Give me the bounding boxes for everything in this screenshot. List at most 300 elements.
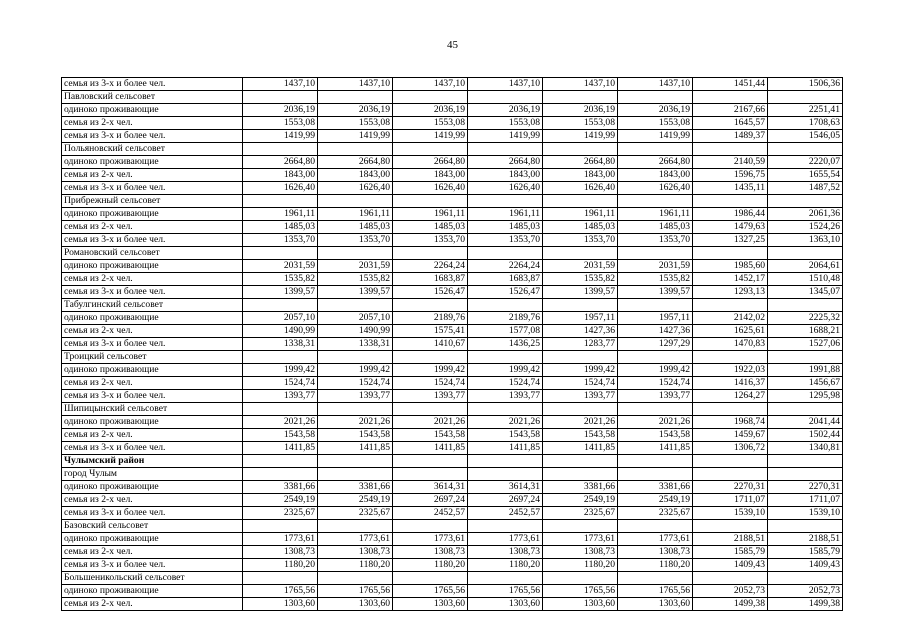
value-cell: 1485,03	[543, 221, 618, 234]
value-cell: 2270,31	[693, 481, 768, 494]
value-cell: 1535,82	[618, 273, 693, 286]
value-cell: 1765,56	[543, 585, 618, 598]
table-row	[62, 286, 843, 299]
value-cell	[543, 455, 618, 468]
value-cell: 1626,40	[543, 182, 618, 195]
row-label: семья из 2-х чел.	[62, 325, 243, 338]
value-cell: 2264,24	[468, 260, 543, 273]
row-label: одиноко проживающие	[62, 208, 243, 221]
row-label: одиноко проживающие	[62, 156, 243, 169]
value-cell	[618, 351, 693, 364]
value-cell: 1999,42	[468, 364, 543, 377]
value-cell: 2664,80	[393, 156, 468, 169]
value-cell: 1485,03	[318, 221, 393, 234]
value-cell: 1437,10	[618, 78, 693, 91]
value-cell: 1553,08	[618, 117, 693, 130]
value-cell: 1308,73	[543, 546, 618, 559]
table-row	[62, 559, 843, 572]
value-cell: 1524,74	[468, 377, 543, 390]
value-cell: 1986,44	[693, 208, 768, 221]
table-row	[62, 117, 843, 130]
value-cell: 2664,80	[318, 156, 393, 169]
value-cell: 1626,40	[468, 182, 543, 195]
value-cell: 1535,82	[243, 273, 318, 286]
row-label: семья из 3-х и более чел.	[62, 234, 243, 247]
value-cell: 2057,10	[243, 312, 318, 325]
value-cell: 2452,57	[468, 507, 543, 520]
value-cell: 2188,51	[693, 533, 768, 546]
value-cell	[543, 403, 618, 416]
value-cell: 1999,42	[393, 364, 468, 377]
value-cell: 2325,67	[618, 507, 693, 520]
value-cell: 2549,19	[243, 494, 318, 507]
value-cell	[618, 455, 693, 468]
table-row	[62, 221, 843, 234]
table-row	[62, 507, 843, 520]
table-row	[62, 182, 843, 195]
section-header-row	[62, 520, 843, 533]
value-cell: 1411,85	[243, 442, 318, 455]
value-cell: 2052,73	[693, 585, 768, 598]
value-cell: 2041,44	[768, 416, 843, 429]
value-cell: 1437,10	[468, 78, 543, 91]
value-cell: 1765,56	[468, 585, 543, 598]
value-cell: 2036,19	[393, 104, 468, 117]
value-cell	[543, 195, 618, 208]
value-cell: 1502,44	[768, 429, 843, 442]
value-cell	[318, 572, 393, 585]
value-cell	[543, 520, 618, 533]
value-cell: 1539,10	[693, 507, 768, 520]
value-cell: 2549,19	[543, 494, 618, 507]
value-cell: 1393,77	[393, 390, 468, 403]
table-row	[62, 260, 843, 273]
value-cell	[318, 455, 393, 468]
value-cell	[618, 91, 693, 104]
section-title: Романовский сельсовет	[62, 247, 243, 260]
value-cell: 1543,58	[468, 429, 543, 442]
value-cell: 1765,56	[393, 585, 468, 598]
value-cell: 1353,70	[543, 234, 618, 247]
row-label: семья из 2-х чел.	[62, 546, 243, 559]
table-row	[62, 546, 843, 559]
value-cell: 1303,60	[318, 598, 393, 611]
section-header-row	[62, 247, 843, 260]
table-row	[62, 338, 843, 351]
table-row	[62, 234, 843, 247]
value-cell: 1435,11	[693, 182, 768, 195]
value-cell: 2664,80	[543, 156, 618, 169]
section-header-row	[62, 468, 843, 481]
value-cell: 1626,40	[318, 182, 393, 195]
row-label: одиноко проживающие	[62, 364, 243, 377]
value-cell	[393, 351, 468, 364]
value-cell: 1180,20	[243, 559, 318, 572]
row-label: семья из 3-х и более чел.	[62, 390, 243, 403]
value-cell: 1999,42	[543, 364, 618, 377]
value-cell: 1535,82	[318, 273, 393, 286]
value-cell: 1765,56	[243, 585, 318, 598]
row-label: семья из 3-х и более чел.	[62, 442, 243, 455]
value-cell: 1393,77	[318, 390, 393, 403]
value-cell: 1487,52	[768, 182, 843, 195]
value-cell	[768, 572, 843, 585]
value-cell: 2031,59	[243, 260, 318, 273]
value-cell: 1843,00	[468, 169, 543, 182]
value-cell	[693, 247, 768, 260]
value-cell: 1399,57	[618, 286, 693, 299]
section-header-row	[62, 572, 843, 585]
row-label: семья из 2-х чел.	[62, 494, 243, 507]
value-cell: 2031,59	[543, 260, 618, 273]
value-cell: 1490,99	[318, 325, 393, 338]
value-cell: 1437,10	[243, 78, 318, 91]
value-cell: 2264,24	[393, 260, 468, 273]
value-cell	[618, 468, 693, 481]
value-cell	[693, 520, 768, 533]
value-cell	[393, 455, 468, 468]
value-cell: 1626,40	[618, 182, 693, 195]
value-cell: 1543,58	[243, 429, 318, 442]
value-cell: 2061,36	[768, 208, 843, 221]
value-cell: 1968,74	[693, 416, 768, 429]
value-cell: 1961,11	[243, 208, 318, 221]
row-label: семья из 3-х и более чел.	[62, 286, 243, 299]
value-cell: 1293,13	[693, 286, 768, 299]
row-label: семья из 2-х чел.	[62, 598, 243, 611]
value-cell: 1303,60	[468, 598, 543, 611]
value-cell	[693, 91, 768, 104]
value-cell: 1393,77	[618, 390, 693, 403]
value-cell: 1303,60	[618, 598, 693, 611]
row-label: одиноко проживающие	[62, 585, 243, 598]
value-cell	[243, 247, 318, 260]
value-cell	[618, 195, 693, 208]
value-cell: 1409,43	[693, 559, 768, 572]
value-cell	[243, 143, 318, 156]
value-cell: 1957,11	[618, 312, 693, 325]
value-cell: 1456,67	[768, 377, 843, 390]
value-cell	[393, 195, 468, 208]
section-header-row	[62, 143, 843, 156]
value-cell: 1485,03	[618, 221, 693, 234]
value-cell: 1470,83	[693, 338, 768, 351]
value-cell: 1539,10	[768, 507, 843, 520]
value-cell: 2325,67	[318, 507, 393, 520]
value-cell	[543, 247, 618, 260]
value-cell: 1303,60	[393, 598, 468, 611]
table-row	[62, 208, 843, 221]
value-cell	[543, 143, 618, 156]
value-cell: 1416,37	[693, 377, 768, 390]
value-cell: 1961,11	[468, 208, 543, 221]
value-cell	[393, 520, 468, 533]
value-cell	[693, 468, 768, 481]
section-title: Табулгинский сельсовет	[62, 299, 243, 312]
value-cell: 1419,99	[543, 130, 618, 143]
row-label: семья из 3-х и более чел.	[62, 78, 243, 91]
value-cell: 1773,61	[243, 533, 318, 546]
page-number: 45	[447, 39, 458, 51]
value-cell: 2057,10	[318, 312, 393, 325]
value-cell: 1180,20	[468, 559, 543, 572]
value-cell: 1999,42	[243, 364, 318, 377]
value-cell: 2021,26	[243, 416, 318, 429]
value-cell: 1180,20	[318, 559, 393, 572]
value-cell	[318, 351, 393, 364]
value-cell: 1645,57	[693, 117, 768, 130]
value-cell	[243, 455, 318, 468]
value-cell: 1411,85	[618, 442, 693, 455]
value-cell: 1683,87	[393, 273, 468, 286]
value-cell: 1419,99	[618, 130, 693, 143]
value-cell	[243, 195, 318, 208]
section-title: Польяновский сельсовет	[62, 143, 243, 156]
value-cell: 2189,76	[393, 312, 468, 325]
section-header-row	[62, 351, 843, 364]
value-cell: 1419,99	[318, 130, 393, 143]
value-cell	[393, 572, 468, 585]
value-cell: 1543,58	[318, 429, 393, 442]
value-cell: 1688,21	[768, 325, 843, 338]
value-cell: 2664,80	[468, 156, 543, 169]
table-row	[62, 390, 843, 403]
value-cell	[468, 468, 543, 481]
value-cell: 1626,40	[243, 182, 318, 195]
value-cell	[243, 468, 318, 481]
row-label: одиноко проживающие	[62, 312, 243, 325]
value-cell: 1180,20	[618, 559, 693, 572]
value-cell	[693, 351, 768, 364]
tariff-table	[61, 77, 843, 611]
value-cell: 1535,82	[543, 273, 618, 286]
value-cell	[318, 143, 393, 156]
value-cell: 2036,19	[543, 104, 618, 117]
value-cell: 1353,70	[468, 234, 543, 247]
value-cell: 1711,07	[768, 494, 843, 507]
value-cell	[768, 520, 843, 533]
value-cell	[243, 91, 318, 104]
row-label: семья из 3-х и более чел.	[62, 338, 243, 351]
value-cell: 1683,87	[468, 273, 543, 286]
value-cell: 1499,38	[768, 598, 843, 611]
value-cell: 2140,59	[693, 156, 768, 169]
value-cell: 1526,47	[468, 286, 543, 299]
table-row	[62, 585, 843, 598]
value-cell: 1327,25	[693, 234, 768, 247]
value-cell: 1524,74	[318, 377, 393, 390]
value-cell: 3614,31	[393, 481, 468, 494]
value-cell	[693, 195, 768, 208]
value-cell	[243, 299, 318, 312]
value-cell: 1485,03	[243, 221, 318, 234]
value-cell: 1773,61	[618, 533, 693, 546]
section-title: город Чулым	[62, 468, 243, 481]
table-row	[62, 78, 843, 91]
value-cell: 2452,57	[393, 507, 468, 520]
value-cell: 1410,67	[393, 338, 468, 351]
value-cell: 2325,67	[243, 507, 318, 520]
value-cell: 1991,88	[768, 364, 843, 377]
value-cell: 1546,05	[768, 130, 843, 143]
value-cell	[618, 403, 693, 416]
row-label: семья из 3-х и более чел.	[62, 559, 243, 572]
value-cell: 2664,80	[243, 156, 318, 169]
value-cell: 1585,79	[768, 546, 843, 559]
value-cell	[318, 195, 393, 208]
value-cell	[468, 247, 543, 260]
value-cell: 1303,60	[243, 598, 318, 611]
value-cell: 1436,25	[468, 338, 543, 351]
value-cell: 1308,73	[393, 546, 468, 559]
value-cell: 1553,08	[393, 117, 468, 130]
district-title: Чулымский район	[62, 455, 243, 468]
table-row	[62, 273, 843, 286]
value-cell: 1338,31	[318, 338, 393, 351]
table-row	[62, 442, 843, 455]
value-cell: 1353,70	[243, 234, 318, 247]
row-label: одиноко проживающие	[62, 481, 243, 494]
value-cell: 1553,08	[543, 117, 618, 130]
table-row	[62, 494, 843, 507]
value-cell: 1506,36	[768, 78, 843, 91]
value-cell	[693, 455, 768, 468]
section-title: Павловский сельсовет	[62, 91, 243, 104]
value-cell: 2697,24	[468, 494, 543, 507]
value-cell: 1843,00	[543, 169, 618, 182]
section-title: Базовский сельсовет	[62, 520, 243, 533]
value-cell: 1180,20	[543, 559, 618, 572]
value-cell: 1419,99	[468, 130, 543, 143]
value-cell: 1999,42	[318, 364, 393, 377]
value-cell: 1306,72	[693, 442, 768, 455]
value-cell	[393, 247, 468, 260]
value-cell: 1510,48	[768, 273, 843, 286]
value-cell: 1543,58	[393, 429, 468, 442]
value-cell	[243, 520, 318, 533]
value-cell	[318, 403, 393, 416]
value-cell: 1308,73	[468, 546, 543, 559]
value-cell: 2549,19	[618, 494, 693, 507]
value-cell: 1843,00	[393, 169, 468, 182]
row-label: одиноко проживающие	[62, 104, 243, 117]
value-cell: 1553,08	[468, 117, 543, 130]
value-cell: 2021,26	[468, 416, 543, 429]
value-cell: 2036,19	[618, 104, 693, 117]
value-cell: 2270,31	[768, 481, 843, 494]
row-label: семья из 3-х и более чел.	[62, 507, 243, 520]
row-label: семья из 2-х чел.	[62, 117, 243, 130]
value-cell: 2167,66	[693, 104, 768, 117]
table-row	[62, 104, 843, 117]
value-cell	[468, 195, 543, 208]
value-cell: 2142,02	[693, 312, 768, 325]
value-cell: 1399,57	[318, 286, 393, 299]
table-row	[62, 130, 843, 143]
table-row	[62, 533, 843, 546]
value-cell	[468, 299, 543, 312]
value-cell: 1451,44	[693, 78, 768, 91]
value-cell: 2664,80	[618, 156, 693, 169]
value-cell	[393, 299, 468, 312]
value-cell: 1427,36	[618, 325, 693, 338]
value-cell: 2052,73	[768, 585, 843, 598]
value-cell: 3614,31	[468, 481, 543, 494]
value-cell: 1711,07	[693, 494, 768, 507]
value-cell: 1765,56	[318, 585, 393, 598]
value-cell: 1527,06	[768, 338, 843, 351]
value-cell: 1409,43	[768, 559, 843, 572]
value-cell: 1708,63	[768, 117, 843, 130]
value-cell: 1180,20	[393, 559, 468, 572]
value-cell: 1985,60	[693, 260, 768, 273]
value-cell	[318, 520, 393, 533]
value-cell	[393, 468, 468, 481]
value-cell: 1485,03	[393, 221, 468, 234]
value-cell: 1957,11	[543, 312, 618, 325]
section-header-row	[62, 299, 843, 312]
value-cell: 1575,41	[393, 325, 468, 338]
value-cell: 1479,63	[693, 221, 768, 234]
value-cell: 2064,61	[768, 260, 843, 273]
value-cell: 1499,38	[693, 598, 768, 611]
value-cell	[693, 143, 768, 156]
row-label: семья из 2-х чел.	[62, 377, 243, 390]
table-row	[62, 598, 843, 611]
value-cell: 1524,26	[768, 221, 843, 234]
value-cell: 2325,67	[543, 507, 618, 520]
value-cell	[693, 403, 768, 416]
value-cell	[393, 403, 468, 416]
value-cell: 2036,19	[243, 104, 318, 117]
value-cell	[768, 247, 843, 260]
table-body	[62, 78, 843, 611]
value-cell: 1363,10	[768, 234, 843, 247]
table-row	[62, 481, 843, 494]
value-cell	[618, 143, 693, 156]
value-cell	[543, 351, 618, 364]
value-cell: 1626,40	[393, 182, 468, 195]
value-cell: 1843,00	[318, 169, 393, 182]
value-cell: 1427,36	[543, 325, 618, 338]
row-label: семья из 2-х чел.	[62, 169, 243, 182]
value-cell: 1577,08	[468, 325, 543, 338]
value-cell: 2031,59	[318, 260, 393, 273]
value-cell: 2036,19	[468, 104, 543, 117]
value-cell: 1308,73	[243, 546, 318, 559]
value-cell	[468, 572, 543, 585]
value-cell: 1485,03	[468, 221, 543, 234]
value-cell: 1345,07	[768, 286, 843, 299]
value-cell: 1411,85	[543, 442, 618, 455]
value-cell: 1596,75	[693, 169, 768, 182]
value-cell: 1340,81	[768, 442, 843, 455]
value-cell: 2189,76	[468, 312, 543, 325]
value-cell: 1655,54	[768, 169, 843, 182]
value-cell	[468, 143, 543, 156]
section-header-row	[62, 91, 843, 104]
value-cell: 1553,08	[318, 117, 393, 130]
row-label: семья из 2-х чел.	[62, 429, 243, 442]
value-cell: 1308,73	[618, 546, 693, 559]
section-title: Прибрежный сельсовет	[62, 195, 243, 208]
value-cell: 1393,77	[468, 390, 543, 403]
value-cell: 2021,26	[543, 416, 618, 429]
value-cell: 1922,03	[693, 364, 768, 377]
value-cell	[618, 520, 693, 533]
value-cell: 1353,70	[393, 234, 468, 247]
value-cell	[693, 572, 768, 585]
